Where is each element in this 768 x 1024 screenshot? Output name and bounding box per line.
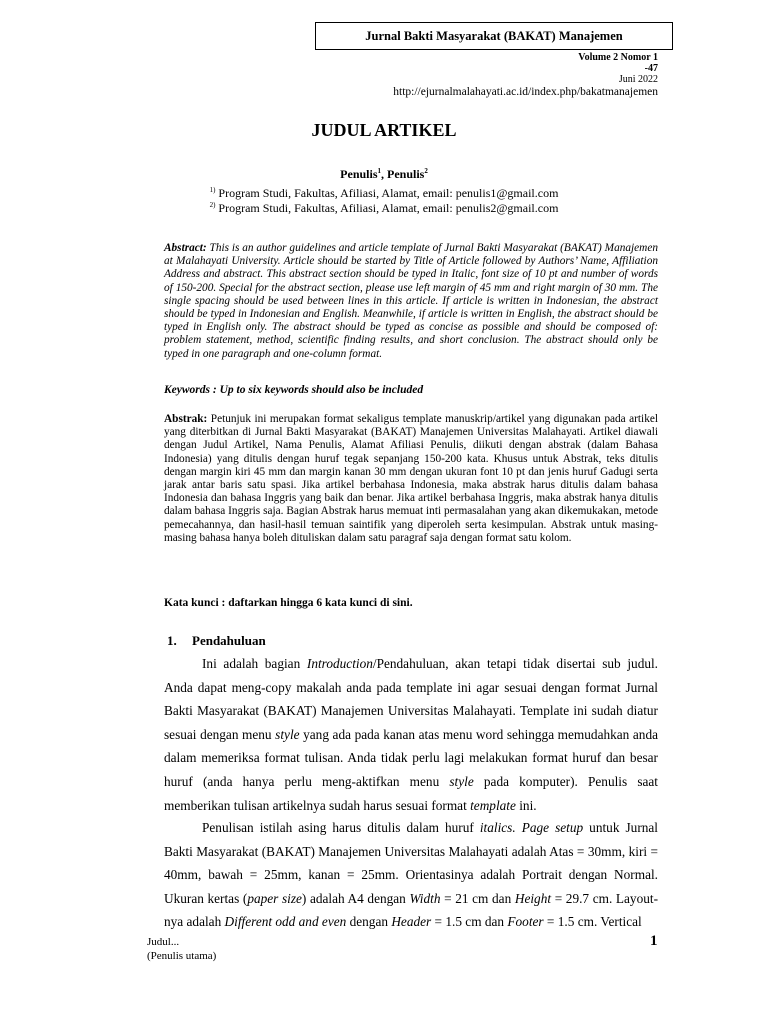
affiliation-text: Program Studi, Fakultas, Afiliasi, Alamat, email: penulis1@gmail.com [215,186,559,200]
author-superscript: 2 [424,167,428,175]
text-run: ini. [515,797,537,813]
author-separator: , [381,167,387,181]
affiliation-text: Program Studi, Fakultas, Afiliasi, Alamat, email: penulis2@gmail.com [215,201,559,215]
issue-date: Juni 2022 [618,74,658,85]
journal-url[interactable]: http://ejurnalmalahayati.ac.id/index.php/bakatmanajemen [393,86,658,98]
article-title: JUDUL ARTIKEL [311,120,457,140]
italic-term: Different odd and even [224,914,347,930]
italic-term: Width [409,890,441,906]
section-number: 1. [167,633,177,648]
affiliation-1 [0,186,768,201]
italic-term: Height [514,890,552,906]
author-line [0,167,768,182]
page-range: -47 [644,63,658,74]
text-run: ) adalah A4 dengan [301,890,410,906]
abstrak-label: Abstrak: [164,413,208,425]
body-paragraph-2 [164,816,658,934]
journal-name: Jurnal Bakti Masyarakat (BAKAT) Manajemen [365,28,623,43]
italic-term: Header [391,914,432,930]
italic-term: style [449,773,474,789]
volume-label: Volume 2 Nomor 1 [578,52,658,63]
abstrak-text: Petunjuk ini merupakan format sekaligus template manuskrip/artikel yang digunakan pada artikel yang diterbitkan di Jurnal Bakti Masyarakat (BAKAT) Manajemen Universitas Malahayati. Artikel diawali dengan Judul Artikel, Nama Penulis, Alamat Afiliasi Penulis, diikuti dengan abstrak (dalam Bahasa Indonesia) yang ditulis dengan huruf tegak sepanjang 150-200 kata. Khusus untuk Abstrak, teks ditulis dengan margin kiri 45 mm dan margin kanan 30 mm dengan ukuran font 10 pt dan jenis huruf Gadugi serta jarak antar baris satu spasi. Jika artikel berbahasa Indonesia, maka abstrak harus ditulis dalam bahasa Indonesia dan bahasa Inggris yang baik dan benar. Jika artikel berbahasa Inggris, maka abstrak hanya ditulis dalam bahasa Inggris saja. Bagian Abstrak harus memuat inti permasalahan yang akan dikemukakan, metode pemecahannya, dan hasil-hasil temuan saintifik yang diperoleh serta kesimpulan. Abstrak untuk masing-masing bahasa hanya boleh dituliskan dalam satu paragraf saja dengan format satu kolom. [164,413,658,544]
page-number: 1 [650,933,658,949]
affiliation-marker: 2) [209,201,216,209]
paragraph-text [164,816,658,934]
text-run: Ini adalah bagian [202,656,307,671]
text-run: = 1.5 cm. Vertical [543,914,642,930]
italic-term: italics. Page setup [479,820,584,835]
section-title: Pendahuluan [192,633,266,648]
journal-name-box [315,22,673,50]
text-run: = 21 cm dan [440,890,515,906]
paragraph-text [164,652,658,817]
abstract-english [164,242,658,361]
abstract-indonesian [164,413,658,545]
footer-title: Judul... [147,936,180,948]
italic-term: template [470,797,516,813]
body-paragraph-1 [164,652,658,817]
text-run: yang ada pada kanan atas menu word sehingga memudahkan anda dalam memeriksa format tulisan. Anda tidak perlu lagi melakukan format huruf dan besar huruf (anda hanya perlu meng-aktifkan menu [164,726,658,789]
author-name: Penulis [387,167,425,181]
keywords-line: Keywords : Up to six keywords should also be included [164,384,424,396]
italic-term: paper size [247,890,302,906]
text-run: /Pendahuluan, akan tetapi tidak disertai sub judul. Anda dapat meng-copy makalah anda pada template ini agar sesuai dengan format Jurnal Bakti Masyarakat (BAKAT) Manajemen Universitas Malahayati. Template ini sudah diatur sesuai dengan menu [164,656,659,742]
abstract-label: Abstract: [164,242,207,254]
author-name: Penulis [340,167,378,181]
abstract-text: This is an author guidelines and article template of Jurnal Bakti Masyarakat (BAKAT) Manajemen at Malahayati University. Article should be started by Title of Article followed by Authors’ Name, Affiliation Address and abstract. This abstract section should be typed in Italic, font size of 10 pt and number of words of 150-200. Special for the abstract section, please use left margin of 45 mm and right margin of 30 mm. The single spacing should be used between lines in this article. If article is written in Indonesian, the abstract should be typed in Indonesian and English. Meanwhile, if article is written in English, the abstract should be typed in English only. The abstract should be typed as concise as possible and should be composed of: problem statement, method, scientific finding results, and short conclusion. The abstract should only be typed in one paragraph and one-column format. [164,242,658,360]
text-run: untuk Jurnal Bakti Masyarakat (BAKAT) Manajemen Universitas Malahayati adalah Atas = 30mm, kiri = 40mm, bawah = 25mm, kanan = 25mm. Orientasinya adalah Portrait dengan Normal. Ukuran kertas ( [164,820,658,906]
text-run: Penulisan istilah asing harus ditulis dalam huruf [202,820,480,835]
affiliation-2 [0,201,768,216]
text-run: = 1.5 cm dan [431,914,508,930]
text-run: pada komputer). Penulis saat memberikan tulisan artikelnya sudah harus sesuai format [164,773,658,813]
kata-kunci-line: Kata kunci : daftarkan hingga 6 kata kunci di sini. [164,597,413,609]
italic-term: Introduction [306,656,373,671]
affiliation-marker: 1) [209,186,216,194]
italic-term: Footer [507,914,544,930]
italic-term: style [275,726,300,742]
text-run: = 29.7 cm. Layout-nya adalah [164,890,658,930]
author-superscript: 1 [377,167,381,175]
footer-author: (Penulis utama) [147,950,217,962]
text-run: dengan [346,914,392,930]
